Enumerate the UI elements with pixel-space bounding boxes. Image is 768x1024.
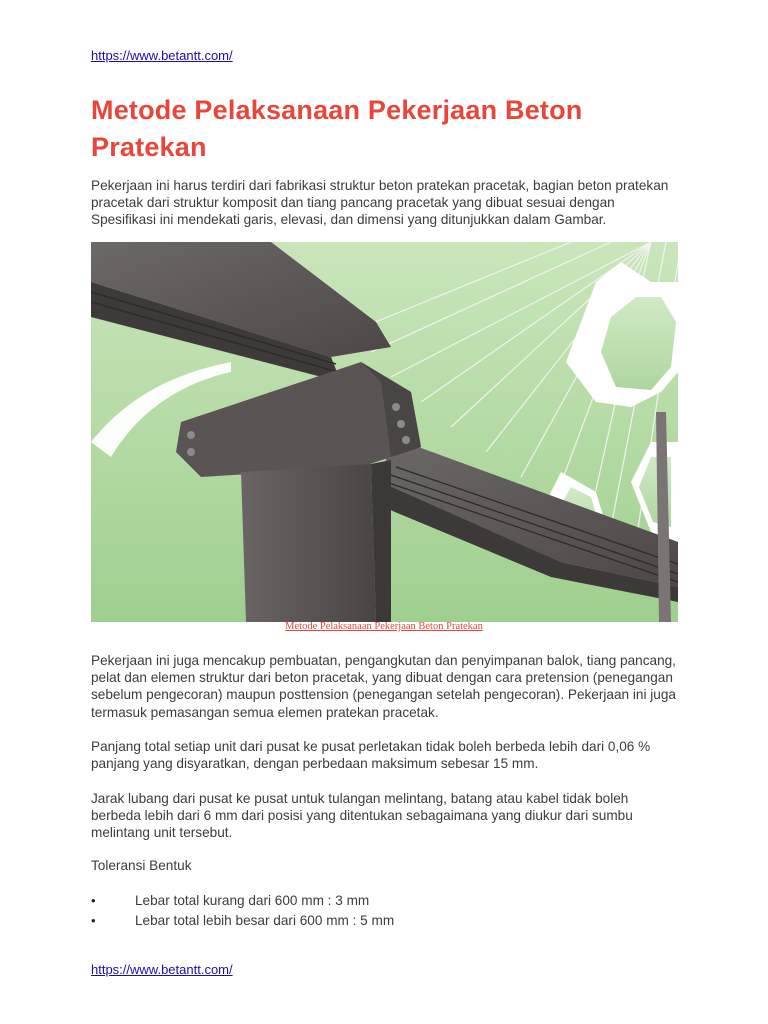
intro-paragraph: Pekerjaan ini harus terdiri dari fabrikasi struktur beton pratekan pracetak, bagian beton pratekan pracetak dari struktur komposit dan tiang pancang pracetak yang dibuat sesuai dengan Spesifikasi ini mendekati garis, elevasi, dan dimensi yang ditunjukkan dalam Gambar.	[91, 178, 669, 228]
list-item	[91, 891, 681, 911]
figure-caption-link[interactable]: Metode Pelaksanaan Pekerjaan Beton Pratekan	[285, 621, 483, 632]
header-link[interactable]: https://www.betantt.com/	[91, 48, 233, 63]
bullet-icon: •	[91, 913, 96, 928]
list-item-text: Lebar total kurang dari 600 mm : 3 mm	[135, 893, 370, 908]
list-item-text: Lebar total lebih besar dari 600 mm : 5 mm	[135, 913, 395, 928]
list-item	[91, 911, 681, 931]
tolerance-list	[91, 891, 681, 931]
paragraph: Panjang total setiap unit dari pusat ke pusat perletakan tidak boleh berbeda lebih dari 0,06 % panjang yang disyaratkan, dengan perbedaan maksimum sebesar 15 mm.	[91, 739, 651, 772]
paragraph: Jarak lubang dari pusat ke pusat untuk tulangan melintang, batang atau kabel tidak boleh berbeda lebih dari 6 mm dari posisi yang ditentukan sebagaimana yang diukur dari sumbu melintang unit tersebut.	[91, 791, 633, 841]
paragraph: Pekerjaan ini juga mencakup pembuatan, pengangkutan dan penyimpanan balok, tiang pancang, pelat dan elemen struktur dari beton pracetak, yang dibuat dengan cara pretension (penegangan sebelum pengecoran) maupun posttension (penegangan setelah pengecoran). Pekerjaan ini juga termasuk pemasangan semua elemen pratekan pracetak.	[91, 653, 676, 720]
bullet-icon: •	[91, 893, 96, 908]
bridge-illustration	[91, 242, 678, 622]
section-label: Toleransi Bentuk	[91, 858, 192, 873]
page-title: Metode Pelaksanaan Pekerjaan Beton Pratekan	[91, 95, 583, 162]
footer-link[interactable]: https://www.betantt.com/	[91, 962, 233, 977]
